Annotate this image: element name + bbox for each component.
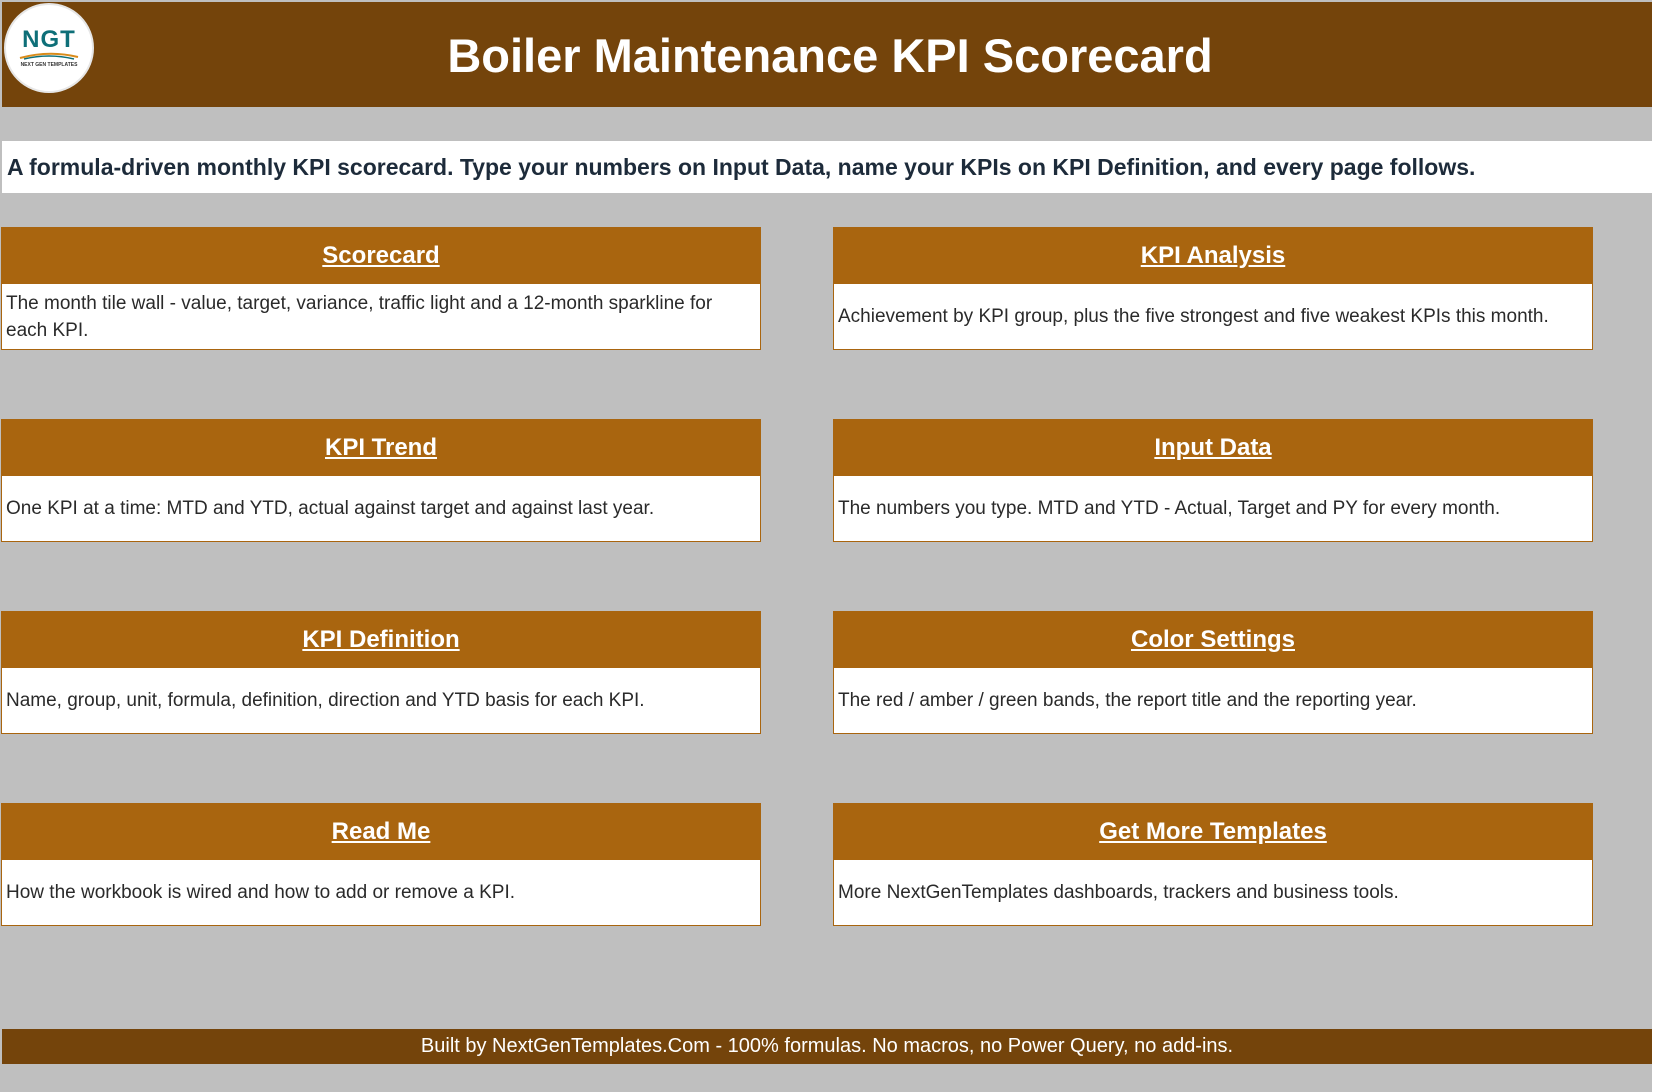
- card-kpi-definition: [1, 611, 761, 736]
- logo-text: NGT: [22, 26, 76, 53]
- card-kpi-analysis-description: Achievement by KPI group, plus the five strongest and five weakest KPIs this month.: [833, 284, 1593, 350]
- footer: Built by NextGenTemplates.Com - 100% formulas. No macros, no Power Query, no add-ins.: [2, 1029, 1652, 1064]
- card-color-settings-description: The red / amber / green bands, the report title and the reporting year.: [833, 668, 1593, 734]
- right-gutter: [1652, 0, 1680, 1092]
- card-read-me: [1, 803, 761, 928]
- card-color-settings-link[interactable]: Color Settings: [833, 611, 1593, 668]
- card-kpi-trend-description: One KPI at a time: MTD and YTD, actual against target and against last year.: [1, 476, 761, 542]
- card-input-data-link[interactable]: Input Data: [833, 419, 1593, 476]
- card-kpi-trend-link[interactable]: KPI Trend: [1, 419, 761, 476]
- card-read-me-link[interactable]: Read Me: [1, 803, 761, 860]
- card-kpi-definition-description: Name, group, unit, formula, definition, direction and YTD basis for each KPI.: [1, 668, 761, 734]
- subtitle-band: [2, 141, 1652, 193]
- card-get-more-templates: [833, 803, 1593, 928]
- card-color-settings: [833, 611, 1593, 736]
- card-input-data: [833, 419, 1593, 544]
- card-kpi-trend: [1, 419, 761, 544]
- card-input-data-description: The numbers you type. MTD and YTD - Actual, Target and PY for every month.: [833, 476, 1593, 542]
- logo-swoosh-icon: [18, 52, 80, 60]
- logo-subtext: NEXT GEN TEMPLATES: [20, 62, 78, 68]
- card-scorecard-link[interactable]: Scorecard: [1, 227, 761, 284]
- card-read-me-description: How the workbook is wired and how to add or remove a KPI.: [1, 860, 761, 926]
- card-kpi-analysis: [833, 227, 1593, 352]
- card-kpi-definition-link[interactable]: KPI Definition: [1, 611, 761, 668]
- card-get-more-templates-description: More NextGenTemplates dashboards, trackers and business tools.: [833, 860, 1593, 926]
- card-scorecard: [1, 227, 761, 352]
- card-get-more-templates-link[interactable]: Get More Templates: [833, 803, 1593, 860]
- card-kpi-analysis-link[interactable]: KPI Analysis: [833, 227, 1593, 284]
- subtitle: A formula-driven monthly KPI scorecard. Type your numbers on Input Data, name your KPIs on KPI Definition, and every page follows.: [7, 153, 1476, 180]
- card-scorecard-description: The month tile wall - value, target, variance, traffic light and a 12-month sparkline for each KPI.: [1, 284, 761, 350]
- ngt-logo: [4, 3, 94, 93]
- page-title: Boiler Maintenance KPI Scorecard: [447, 28, 1213, 82]
